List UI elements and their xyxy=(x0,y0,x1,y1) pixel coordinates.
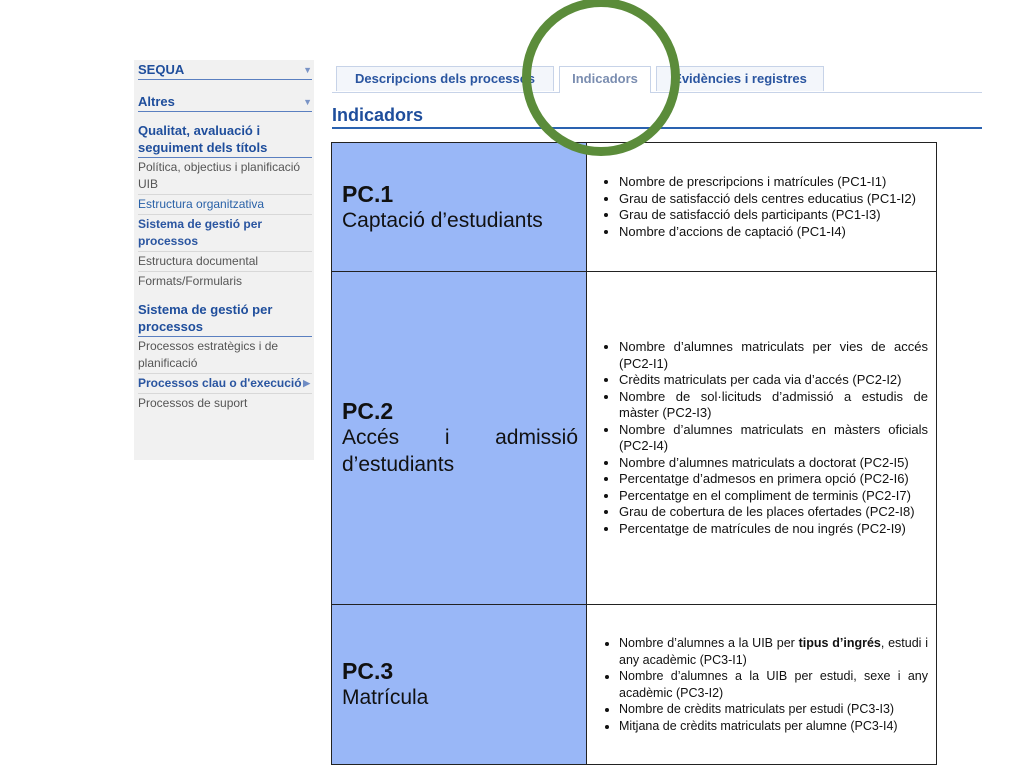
page-title: Indicadors xyxy=(332,105,982,129)
sidebar xyxy=(134,60,314,460)
indicator-item: • Nombre d’accions de captació (PC1-I4) xyxy=(619,224,928,241)
tab-descripcions[interactable]: Descripcions dels processos xyxy=(336,66,554,91)
indicators-cell xyxy=(587,272,937,605)
indicator-list xyxy=(597,339,928,537)
menu-altres[interactable] xyxy=(138,92,312,112)
section-title-sistema-gestio: Sistema de gestió per processos xyxy=(138,301,312,337)
indicator-emphasis: tipus d’ingrés xyxy=(798,636,881,650)
menu-sequa[interactable] xyxy=(138,60,312,80)
table-row xyxy=(332,605,937,765)
indicator-item: • Nombre d’alumnes matriculats per vies de accés (PC2-I1) xyxy=(619,339,928,372)
sidebar-item-processos-suport[interactable]: Processos de suport xyxy=(138,396,248,410)
indicator-item: • Grau de cobertura de les places ofertades (PC2-I8) xyxy=(619,504,928,521)
menu-altres-label: Altres xyxy=(138,94,175,109)
section-title-qualitat: Qualitat, avaluació i seguiment dels títols xyxy=(138,122,312,158)
indicator-item: • Percentatge en el compliment de terminis (PC2-I7) xyxy=(619,488,928,505)
indicators-cell xyxy=(587,143,937,272)
indicator-item xyxy=(619,635,928,668)
indicator-item: • Nombre de prescripcions i matrícules (PC1-I1) xyxy=(619,174,928,191)
sidebar-item-estructura-documental[interactable]: Estructura documental xyxy=(138,252,312,272)
indicator-item: • Grau de satisfacció dels participants (PC1-I3) xyxy=(619,207,928,224)
indicator-list xyxy=(597,174,928,240)
indicator-item: • Nombre de crèdits matriculats per estudi (PC3-I3) xyxy=(619,701,928,718)
sidebar-item-processos-estrategics[interactable]: Processos estratègics i de planificació xyxy=(138,337,312,374)
indicator-item: • Percentatge de matrícules de nou ingrés (PC2-I9) xyxy=(619,521,928,538)
sidebar-item-processos-clau[interactable] xyxy=(138,374,312,394)
tab-bar xyxy=(332,66,982,93)
indicator-item: • Grau de satisfacció dels centres educatius (PC1-I2) xyxy=(619,191,928,208)
indicator-item: • Nombre d’alumnes matriculats a doctorat (PC2-I5) xyxy=(619,455,928,472)
process-code: PC.1 xyxy=(342,180,394,207)
menu-sequa-label: SEQUA xyxy=(138,62,185,77)
sidebar-item-estructura-organitzativa[interactable]: Estructura organitzativa xyxy=(138,195,312,215)
indicator-item: • Percentatge d’admesos en primera opció (PC2-I6) xyxy=(619,471,928,488)
chevron-down-icon: ▼ xyxy=(303,96,312,107)
tab-indicadors[interactable]: Indicadors xyxy=(559,66,651,93)
process-cell xyxy=(332,605,587,765)
process-cell xyxy=(332,272,587,605)
chevron-right-icon: ▶ xyxy=(303,378,310,388)
table-row xyxy=(332,272,937,605)
process-cell xyxy=(332,143,587,272)
process-name: Accés i admissió d’estudiants xyxy=(342,426,578,476)
indicator-item: • Nombre d’alumnes a la UIB per estudi, sexe i any acadèmic (PC3-I2) xyxy=(619,668,928,701)
indicator-text: , estudi i any acadèmic (PC3-I1) xyxy=(619,636,928,667)
indicators-table xyxy=(331,142,937,765)
sidebar-item-sistema-gestio[interactable]: Sistema de gestió per processos xyxy=(138,215,312,252)
indicator-list xyxy=(597,635,928,734)
tab-evidencies[interactable]: Evidències i registres xyxy=(656,66,824,91)
chevron-down-icon: ▼ xyxy=(303,64,312,75)
sidebar-item-formats[interactable]: Formats/Formularis xyxy=(138,274,243,288)
table-row xyxy=(332,143,937,272)
indicators-cell xyxy=(587,605,937,765)
indicator-item: • Nombre de sol·licituds d’admissió a estudis de màster (PC2-I3) xyxy=(619,389,928,422)
process-name: Captació d’estudiants xyxy=(342,208,543,232)
process-code: PC.2 xyxy=(342,398,394,424)
process-code: PC.3 xyxy=(342,658,394,684)
indicator-item: • Mitjana de crèdits matriculats per alumne (PC3-I4) xyxy=(619,718,928,735)
sidebar-item-politica[interactable]: Política, objectius i planificació UIB xyxy=(138,158,312,195)
indicator-item: • Nombre d’alumnes matriculats en màsters oficials (PC2-I4) xyxy=(619,422,928,455)
sidebar-item-label: Processos clau o d'execució xyxy=(138,376,302,390)
process-name: Matrícula xyxy=(342,686,429,709)
indicator-item: • Crèdits matriculats per cada via d’accés (PC2-I2) xyxy=(619,372,928,389)
indicator-text: Nombre d’alumnes a la UIB per xyxy=(619,636,799,650)
